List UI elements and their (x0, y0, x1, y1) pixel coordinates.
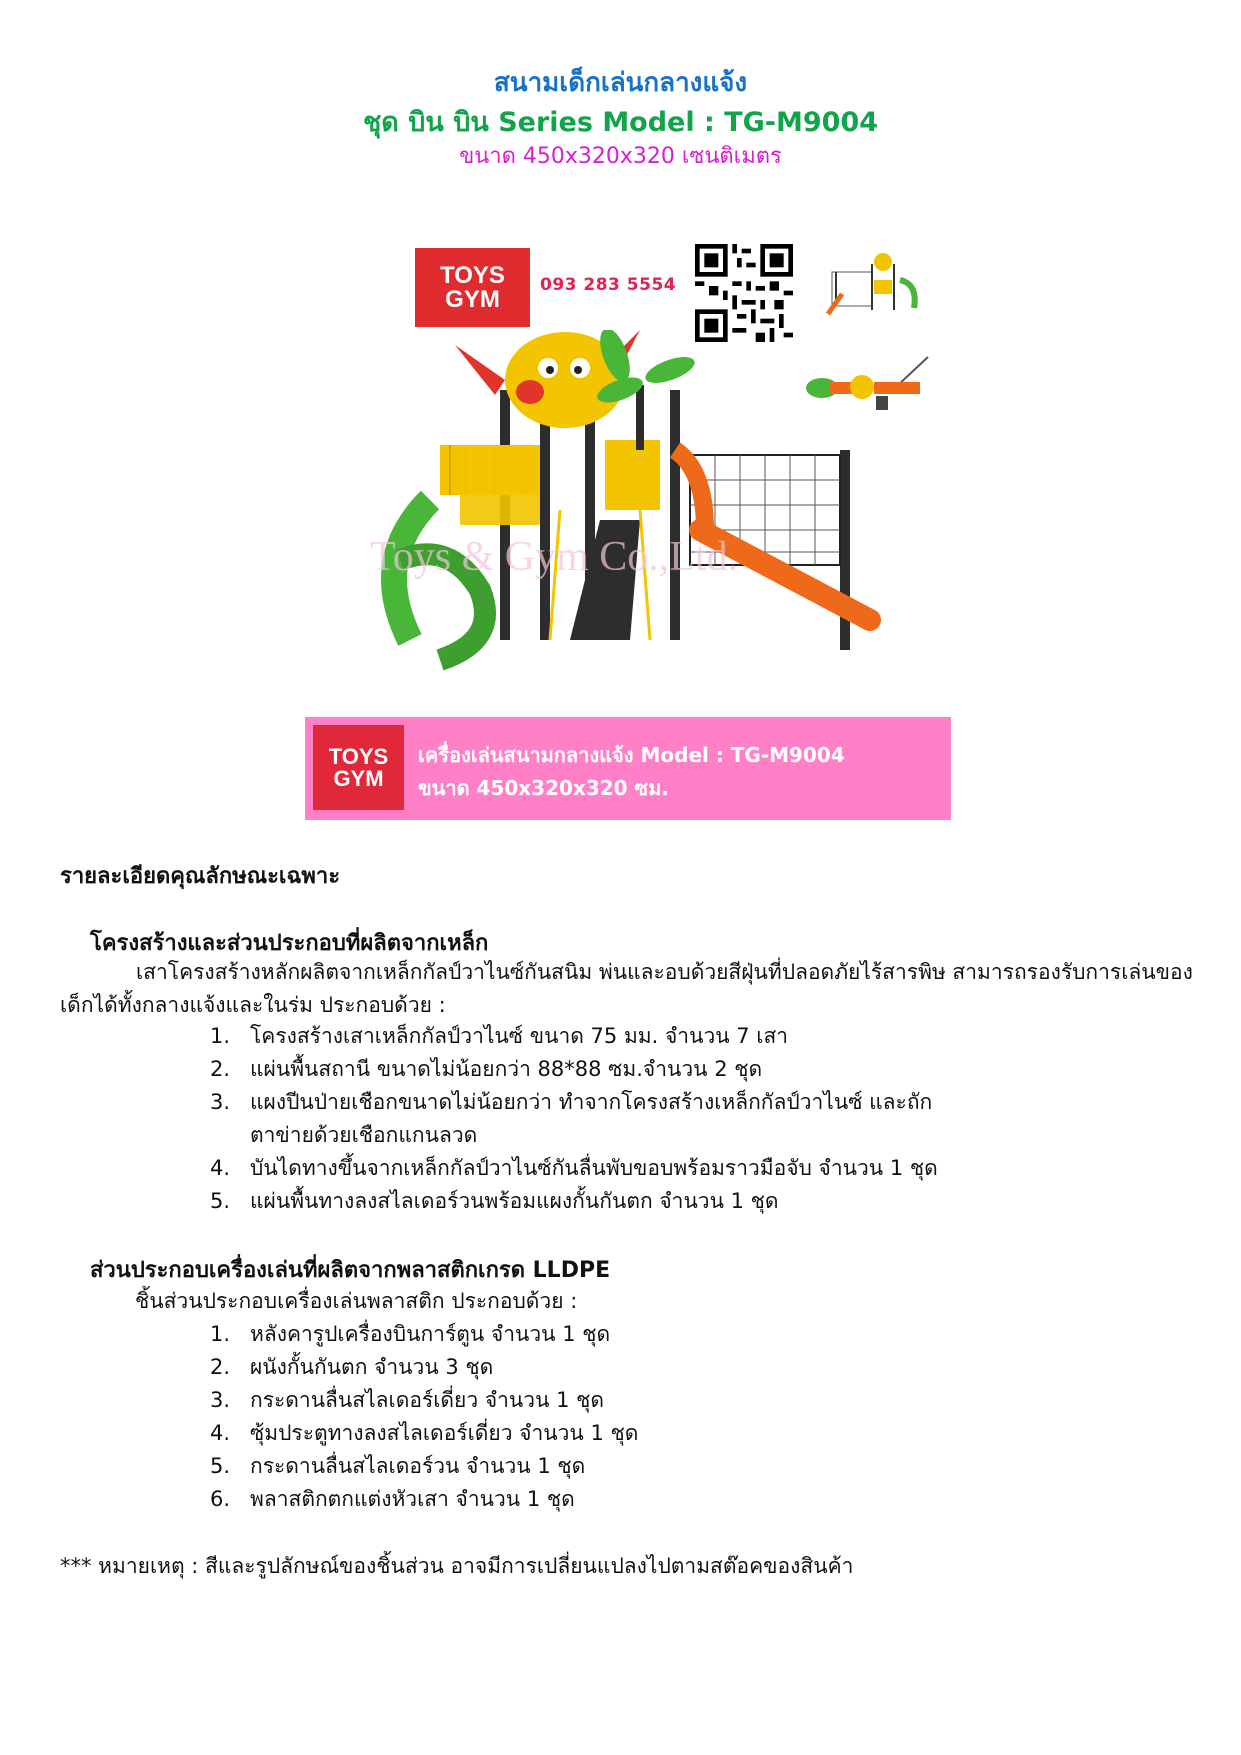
banner-size-text: ขนาด 450x320x320 ซม. (418, 776, 669, 800)
steel-intro: เสาโครงสร้างหลักผลิตจากเหล็กกัลป์วาไนซ์กันสนิม พ่นและอบด้วยสีฝุ่นที่ปลอดภัยไร้สารพิษ สามารถรองรับการเล่นของเด็กได้ทั้งกลางแจ้งและในร่ม ประกอบด้วย : (60, 960, 1193, 1017)
plastic-intro: ชิ้นส่วนประกอบเครื่องเล่นพลาสติก ประกอบด้วย : (135, 1289, 578, 1313)
list-item (210, 1450, 1050, 1483)
watermark: Toys & Gym Co.,Ltd. (370, 534, 739, 580)
item-number: 1. (210, 1024, 231, 1048)
item-text: หลังคารูปเครื่องบินการ์ตูน จำนวน 1 ชุด (250, 1322, 611, 1346)
spec-heading: รายละเอียดคุณลักษณะเฉพาะ (60, 864, 341, 889)
product-banner (305, 717, 951, 820)
item-text: กระดานลื่นสไลเดอร์เดี่ยว จำนวน 1 ชุด (250, 1388, 605, 1412)
item-number: 1. (210, 1322, 231, 1346)
steel-section-title: โครงสร้างและส่วนประกอบที่ผลิตจากเหล็ก (90, 931, 489, 956)
item-text: ผนังกั้นกันตก จำนวน 3 ชุด (250, 1355, 494, 1379)
item-number: 2. (210, 1355, 231, 1379)
item-number: 5. (210, 1454, 231, 1478)
banner-model-text: เครื่องเล่นสนามกลางแจ้ง Model : TG-M9004 (418, 743, 845, 767)
qr-code-icon (695, 244, 793, 342)
list-item (210, 1020, 1050, 1053)
size-subtitle: ขนาด 450x320x320 เซนติเมตร (459, 144, 782, 169)
item-number: 2. (210, 1057, 231, 1081)
item-number: 5. (210, 1189, 231, 1213)
item-text: แผ่นพื้นทางลงสไลเดอร์วนพร้อมแผงกั้นกันตก จำนวน 1 ชุด (250, 1189, 779, 1213)
item-text: กระดานลื่นสไลเดอร์วน จำนวน 1 ชุด (250, 1454, 586, 1478)
list-item (210, 1417, 1050, 1450)
item-number: 4. (210, 1421, 231, 1445)
list-item (210, 1384, 1050, 1417)
list-item (210, 1483, 1050, 1516)
plastic-item-list (210, 1318, 1050, 1516)
page-title: สนามเด็กเล่นกลางแจ้ง (493, 68, 748, 98)
item-text: โครงสร้างเสาเหล็กกัลป์วาไนซ์ ขนาด 75 มม. จำนวน 7 เสา (250, 1024, 789, 1048)
logo-line2: GYM (445, 285, 500, 313)
list-item (210, 1185, 1050, 1218)
logo-line1: TOYS (440, 261, 505, 289)
toys-gym-logo (415, 248, 530, 327)
banner-logo (313, 725, 404, 810)
steel-item-list (210, 1020, 1050, 1218)
list-item (210, 1053, 1050, 1086)
playground-thumbnail-side (822, 250, 934, 322)
phone-number: 093 283 5554 (540, 275, 677, 295)
list-item (210, 1152, 1050, 1185)
item-text: บันไดทางขึ้นจากเหล็กกัลป์วาไนซ์กันลื่นพับขอบพร้อมราวมือจับ จำนวน 1 ชุด (250, 1156, 938, 1180)
item-text: ซุ้มประตูทางลงสไลเดอร์เดี่ยว จำนวน 1 ชุด (250, 1421, 639, 1445)
playground-product-image (370, 330, 930, 690)
model-title: ชุด บิน บิน Series Model : TG-M9004 (362, 107, 879, 138)
item-number: 3. (210, 1388, 231, 1412)
item-text: แผงปีนป่ายเชือกขนาดไม่น้อยกว่า ทำจากโครงสร้างเหล็กกัลป์วาไนซ์ และถักตาข่ายด้วยเชือกแกนลวด (250, 1090, 933, 1147)
footnote: *** หมายเหตุ : สีและรูปลักษณ์ของชิ้นส่วน อาจมีการเปลี่ยนแปลงไปตามสต๊อคของสินค้า (60, 1554, 854, 1578)
list-item (210, 1086, 1050, 1152)
item-text: แผ่นพื้นสถานี ขนาดไม่น้อยกว่า 88*88 ซม.จำนวน 2 ชุด (250, 1057, 763, 1081)
item-number: 6. (210, 1487, 231, 1511)
banner-logo-line2: GYM (333, 765, 384, 791)
plastic-section-title: ส่วนประกอบเครื่องเล่นที่ผลิตจากพลาสติกเกรด LLDPE (90, 1258, 611, 1283)
banner-logo-line1: TOYS (328, 743, 389, 769)
item-text: พลาสติกตกแต่งหัวเสา จำนวน 1 ชุด (250, 1487, 575, 1511)
item-number: 4. (210, 1156, 231, 1180)
list-item (210, 1318, 1050, 1351)
list-item (210, 1351, 1050, 1384)
item-number: 3. (210, 1090, 231, 1114)
